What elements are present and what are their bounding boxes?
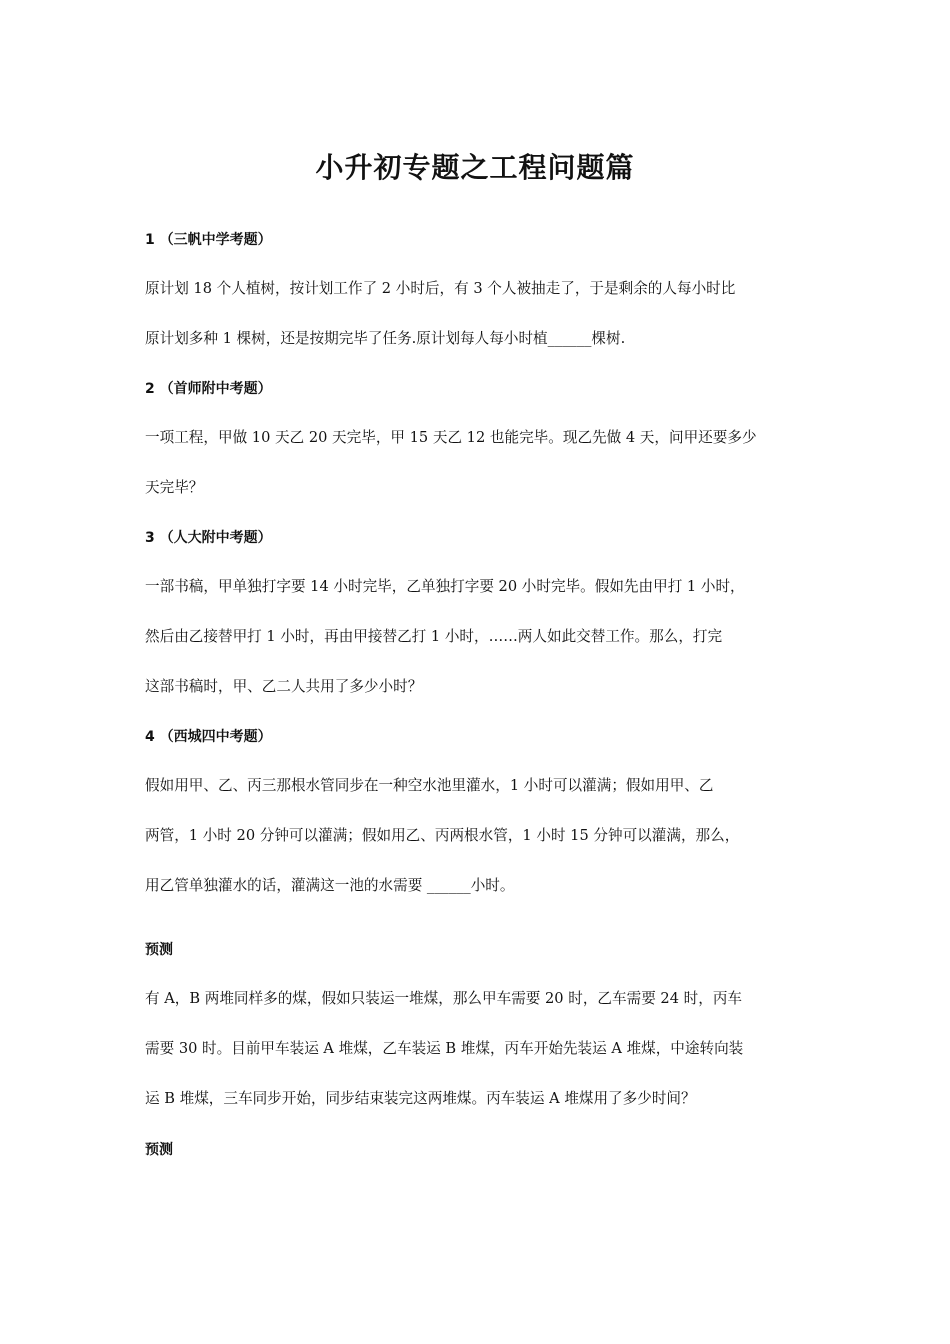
question-2-line-1: 一项工程，甲做 10 天乙 20 天完毕，甲 15 天乙 12 也能完毕。现乙先做 4 天，问甲还要多少 [145,429,757,446]
question-4-line-2: 两管，1 小时 20 分钟可以灌满；假如用乙、丙两根水管，1 小时 15 分钟可以灌满，那么， [145,827,740,844]
question-1-heading: 1 （三帆中学考题） [145,232,272,248]
question-3-line-3: 这部书稿时，甲、乙二人共用了多少小时？ [145,678,423,695]
prediction-1-line-1: 有 A，B 两堆同样多的煤，假如只装运一堆煤，那么甲车需要 20 时，乙车需要 24 时，丙车 [145,990,743,1007]
prediction-1-line-2: 需要 30 时。目前甲车装运 A 堆煤，乙车装运 B 堆煤，丙车开始先装运 A 堆煤，中途转向装 [145,1040,744,1057]
question-2-heading: 2 （首师附中考题） [145,381,272,397]
question-4-line-1: 假如用甲、乙、丙三那根水管同步在一种空水池里灌水，1 小时可以灌满；假如用甲、乙 [145,777,714,794]
question-1-line-2: 原计划多种 1 棵树，还是按期完毕了任务.原计划每人每小时植______棵树. [145,330,626,347]
prediction-1-heading: 预测 [145,942,173,958]
page-title: 小升初专题之工程问题篇 [315,151,635,184]
question-2-line-2: 天完毕？ [145,479,204,496]
question-4-heading: 4 （西城四中考题） [145,729,272,745]
prediction-1-line-3: 运 B 堆煤，三车同步开始，同步结束装完这两堆煤。丙车装运 A 堆煤用了多少时间？ [145,1090,696,1107]
question-1-line-1: 原计划 18 个人植树，按计划工作了 2 小时后，有 3 个人被抽走了，于是剩余的人每小时比 [145,280,736,297]
question-3-line-2: 然后由乙接替甲打 1 小时，再由甲接替乙打 1 小时，……两人如此交替工作。那么，打完 [145,628,723,645]
question-3-line-1: 一部书稿，甲单独打字要 14 小时完毕，乙单独打字要 20 小时完毕。假如先由甲打 1 小时， [145,578,745,595]
prediction-2-heading: 预测 [145,1142,173,1158]
question-3-heading: 3 （人大附中考题） [145,530,272,546]
question-4-line-3: 用乙管单独灌水的话，灌满这一池的水需要 ______小时。 [145,877,515,894]
